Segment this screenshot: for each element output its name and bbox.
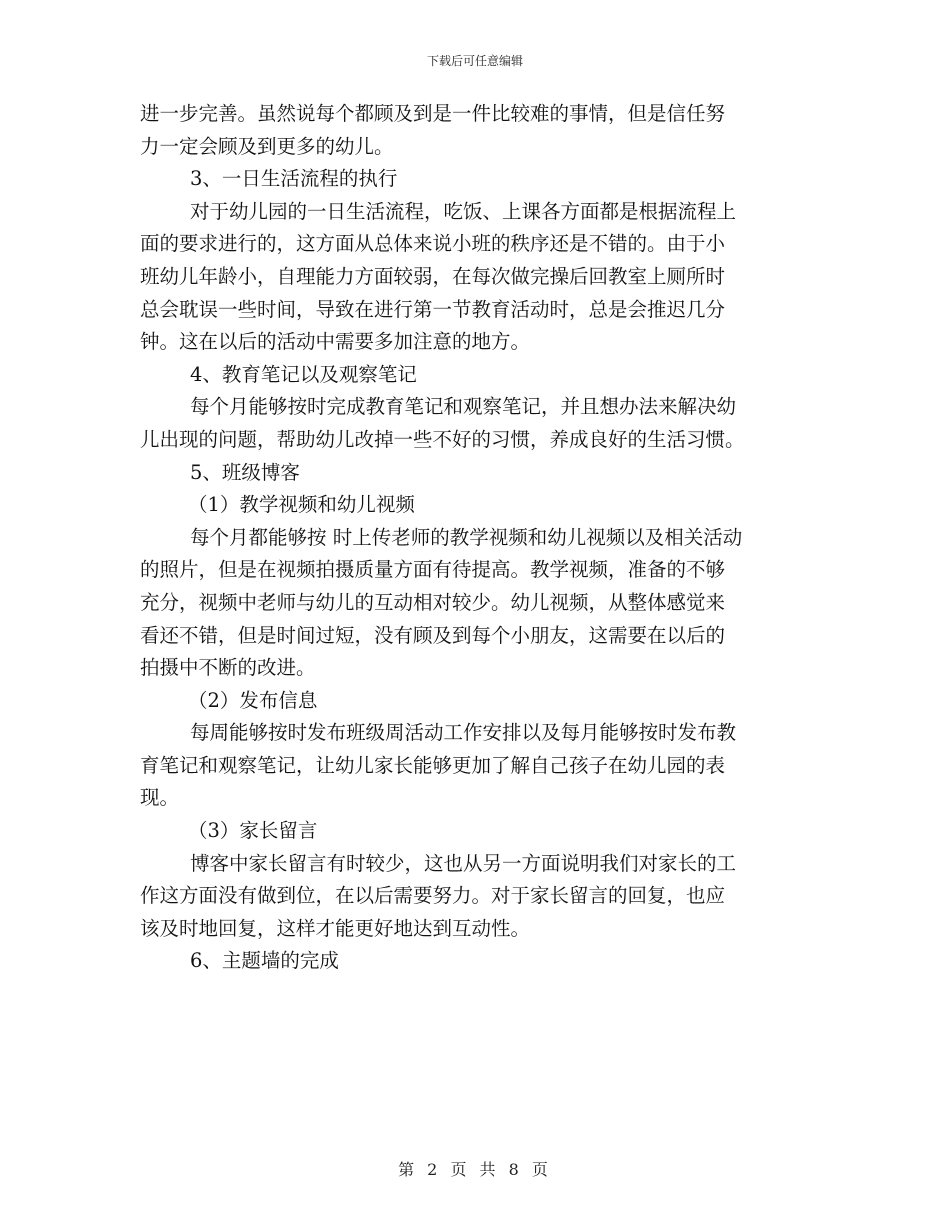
text-line: 该及时地回复，这样才能更好地达到互动性。 — [140, 916, 531, 940]
text-line: 班幼儿年龄小，自理能力方面较弱，在每次做完操后回教室上厕所时 — [140, 264, 726, 288]
text-line: 进一步完善。虽然说每个都顾及到是一件比较难的事情，但是信任努 — [140, 102, 726, 125]
text-line: 儿出现的问题，帮助幼儿改掉一些不好的习惯，养成良好的生活习惯。 — [140, 427, 745, 451]
text-line: 每周能够按时发布班级周活动工作安排以及每月能够按时发布教 — [190, 721, 737, 745]
page-header: 下载后可任意编辑 — [426, 54, 523, 68]
document-body — [140, 98, 812, 978]
text-line: 面的要求进行的，这方面从总体来说小班的秩序还是不错的。由于小 — [140, 232, 726, 256]
text-line: 的照片，但是在视频拍摄质量方面有待提高。教学视频，准备的不够 — [140, 558, 726, 582]
text-line: 每个月都能够按 时上传老师的教学视频和幼儿视频以及相关活动 — [190, 525, 743, 549]
text-line: 总会耽误一些时间，导致在进行第一节教育活动时，总是会推迟几分 — [140, 297, 726, 321]
text-line: （1）教学视频和幼儿视频 — [188, 493, 415, 517]
text-line: 拍摄中不断的改进。 — [140, 656, 316, 680]
text-line: 作这方面没有做到位，在以后需要努力。对于家长留言的回复，也应 — [140, 884, 726, 908]
text-line: 3、一日生活流程的执行 — [190, 167, 398, 191]
text-line: 育笔记和观察笔记，让幼儿家长能够更加了解自己孩子在幼儿园的表 — [140, 753, 726, 777]
text-line: 4、教育笔记以及观察笔记 — [190, 362, 417, 386]
text-line: 每个月能够按时完成教育笔记和观察笔记，并且想办法来解决幼 — [190, 395, 737, 419]
text-line: 6、主题墙的完成 — [190, 949, 339, 973]
text-line: （2）发布信息 — [188, 688, 318, 712]
text-line: 看还不错，但是时间过短，没有顾及到每个小朋友，这需要在以后的 — [140, 623, 726, 647]
text-line: 钟。这在以后的活动中需要多加注意的地方。 — [140, 330, 531, 354]
page-footer: 第 2 页 共 8 页 — [398, 1160, 552, 1179]
text-line: 力一定会顾及到更多的幼儿。 — [140, 134, 394, 158]
text-line: 充分，视频中老师与幼儿的互动相对较少。幼儿视频，从整体感觉来 — [140, 590, 726, 614]
text-line: 博客中家长留言有时较少，这也从另一方面说明我们对家长的工 — [190, 851, 737, 875]
text-line: 对于幼儿园的一日生活流程，吃饭、上课各方面都是根据流程上 — [190, 199, 737, 223]
text-line: （3）家长留言 — [188, 819, 318, 843]
text-line: 现。 — [140, 786, 180, 810]
text-line: 5、班级博客 — [190, 460, 300, 484]
